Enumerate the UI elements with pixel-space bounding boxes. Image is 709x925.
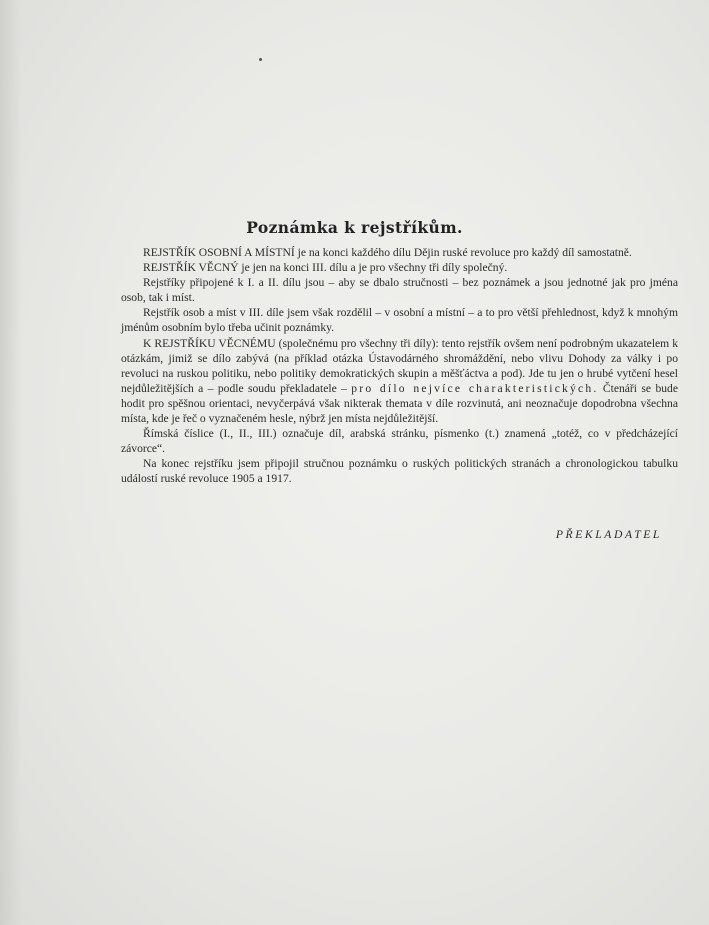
paragraph-1: REJSTŘÍK OSOBNÍ A MÍSTNÍ je na konci každého dílu Dějin ruské revoluce pro každý díl samostatně. <box>143 246 632 259</box>
paragraph-4: Rejstřík osob a míst v III. díle jsem však rozdělil – v osobní a místní – a to pro větší přehlednost, když k mnohým jménům osobním bylo třeba učinit poznámky. <box>121 306 678 335</box>
paragraph-5-spaced-emphasis: pro dílo nejvíce charakteristických. <box>351 381 599 395</box>
paragraph-5 <box>121 336 678 427</box>
paper-speck <box>259 58 262 61</box>
page-edge-shadow <box>0 0 22 925</box>
paragraph-3: Rejstříky připojené k I. a II. dílu jsou – aby se dbalo stručnosti – bez poznámek a jsou jednotné jak pro jména osob, tak i míst. <box>121 276 678 305</box>
paragraph-5-part-a: K REJSTŘÍKU VĚCNÉMU (společnému pro všechny tři díly): tento rejstřík ovšem není podrobným ukazatelem k otázkám, jimiž se dílo zabývá (na příklad otázka Ústavodárného shromáždění, nebo vlivu Dohody za války i po revoluci na ruskou politiku, nebo politiky demokratických skupin a měšťáctva a pod). Jde tu jen o hrubé vytčení hesel nejdůležitějších a – podle soudu překladatele – <box>121 336 678 395</box>
translator-signature: PŘEKLADATEL <box>555 528 662 541</box>
paragraph-7: Na konec rejstříku jsem připojil stručnou poznámku o ruských politických stranách a chronologickou tabulku událostí ruské revoluce 1905 a 1917. <box>121 457 678 486</box>
paragraph-2: REJSTŘÍK VĚCNÝ je jen na konci III. dílu a je pro všechny tři díly společný. <box>143 261 508 275</box>
paragraph-6: Římská číslice (I., II., III.) označuje díl, arabská stránku, písmenko (t.) znamená „totéž, co v předcházející závorce“. <box>121 427 678 456</box>
page-title: Poznámka k rejstříkům. <box>246 218 463 238</box>
paragraph-5-part-b: Čtenáři se bude hodit pro spěšnou orientaci, nevyčerpává však nikterak themata v díle rozvinutá, ani neoznačuje dopodrobna všechna místa, kde je řeč o vyznačeném hesle, nýbrž jen místa nejdůležitější. <box>121 381 678 426</box>
note-body <box>121 245 678 487</box>
